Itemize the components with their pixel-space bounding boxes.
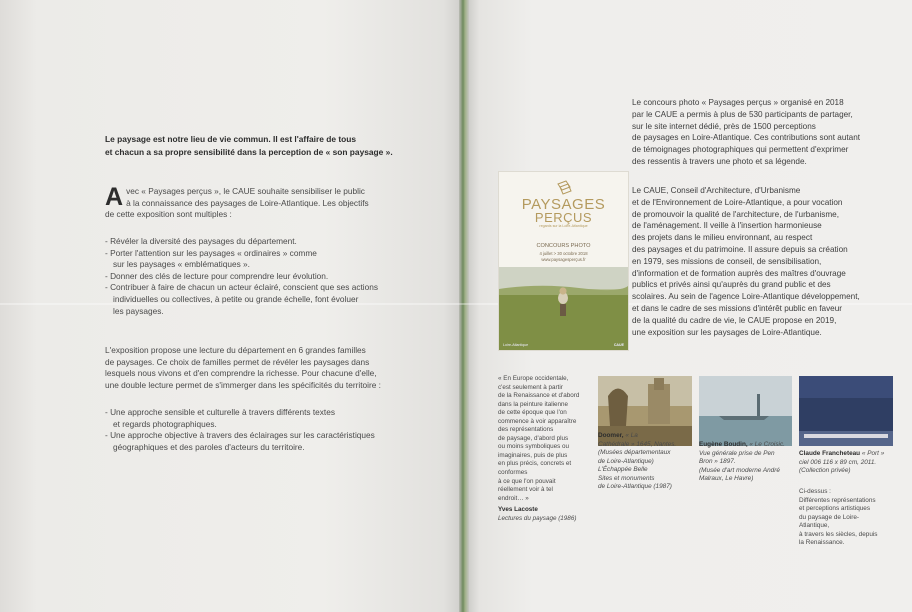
poster-url: www.paysagesperçus.fr: [541, 257, 586, 262]
list-item: - Donner des clés de lecture pour comprendre leur évolution.: [105, 270, 329, 281]
poster-photo: [499, 267, 628, 350]
quote-line: c'est seulement à partir: [498, 383, 563, 391]
caption-line: (Collection privée): [799, 467, 851, 474]
caption-line: de Loire-Atlantique (1987): [598, 483, 672, 490]
caption-line: « Port »: [861, 450, 885, 457]
caption-line: « Le Croisic.: [749, 441, 785, 448]
poster-subtitle: regards sur la Loire-Atlantique: [539, 224, 588, 228]
caption-line: Ci-dessus :: [799, 488, 831, 495]
poster-dates: 4 juillet > 30 octobre 2018: [539, 251, 588, 256]
text-line: scolaires. Au sein de l'agence Loire-Atlantique développement,: [632, 292, 860, 302]
list-item: - Porter l'attention sur les paysages « ordinaires » comme: [105, 247, 317, 258]
text-line: des projets dans le milieu environnant, au respect: [632, 233, 813, 243]
painting-port: [799, 376, 893, 446]
caption-line: Atlantique,: [799, 522, 830, 529]
caption-ci-dessus: [799, 488, 899, 548]
caption-author: Claude Francheteau: [799, 450, 861, 457]
quote-line: imaginaires, puis de plus: [498, 451, 568, 459]
caption-le-croisic: [699, 441, 794, 484]
text-line: de paysages. Ce choix de familles permet de révéler les paysages dans: [105, 356, 370, 367]
quote-line: endroit… »: [498, 494, 529, 502]
caption-author: Eugène Boudin,: [699, 441, 748, 448]
booklet-spine: [459, 0, 469, 612]
caption-line: Vue générale prise de Pen: [699, 449, 775, 457]
quote-line: réellement voir à tel: [498, 486, 553, 494]
caption-line: (Musée d'art moderne André: [699, 466, 780, 474]
text-line: en 1979, ses missions de conseil, de sensibilisation,: [632, 256, 822, 266]
text-line: de la qualité du cadre de vie, le CAUE propose en 2019,: [632, 315, 837, 325]
text-line: des paysages et du patrimoine. Il assure depuis sa création: [632, 244, 848, 254]
quote-line: en plus précis, concrets et: [498, 460, 572, 468]
text-line: de l'aménagement. Il veille à l'insertion harmonieuse: [632, 221, 822, 231]
text-line: de promouvoir la qualité de l'architecture, de l'urbanisme,: [632, 209, 840, 219]
text-line: une exposition sur les paysages de Loire-Atlantique.: [632, 327, 822, 337]
quote-line: à ce que l'on pouvait: [498, 477, 556, 485]
approaches-list: [105, 407, 435, 453]
painting-le-croisic: [699, 376, 792, 446]
list-item: géographiques et des paroles d'acteurs du territoire.: [113, 441, 305, 452]
poster-title-2: PERÇUS: [534, 210, 593, 225]
caption-line: du paysage de Loire-: [799, 513, 860, 521]
paragraph-objectives-intro: [105, 183, 435, 221]
quote-line: dans la peinture italienne: [498, 400, 569, 408]
quote-line: de cette époque que l'on: [498, 409, 567, 417]
quote-line: de la Renaissance et d'abord: [498, 392, 580, 400]
text-line: publics et privés ainsi qu'auprès du grand public et des: [632, 280, 831, 290]
poster-contest-label: CONCOURS PHOTO: [536, 243, 591, 249]
quote-author: Yves Lacoste: [498, 506, 538, 514]
list-item: - Révéler la diversité des paysages du département.: [105, 236, 297, 246]
objectives-list: [105, 236, 435, 317]
caption-port: [799, 450, 899, 476]
caption-author: Doomer,: [598, 432, 624, 439]
quote-line: « En Europe occidentale,: [498, 375, 569, 382]
text-line: à la connaissance des paysages de Loire-Atlantique. Les objectifs: [126, 197, 369, 208]
port-painting-image: [799, 376, 893, 446]
caption-cathedrale: [598, 432, 693, 492]
intro-line: Le paysage est notre lieu de vie commun. Il est l'affaire de tous: [105, 134, 356, 144]
frame-logo-icon: [554, 178, 574, 198]
text-line: et de l'Environnement de Loire-Atlantique, a pour vocation: [632, 197, 843, 207]
caption-line: Sites et monuments: [598, 474, 655, 482]
text-line: de cette exposition sont multiples :: [105, 209, 232, 220]
caption-line: « La: [625, 432, 638, 439]
caption-line: Différentes représentations: [799, 496, 876, 504]
paragraph-caue: [632, 185, 882, 338]
paragraph-contest: [632, 97, 882, 168]
list-item: - Une approche sensible et culturelle à travers différents textes: [105, 407, 335, 417]
poster-title: PAYSAGES: [521, 196, 606, 213]
intro-line: et chacun a sa propre sensibilité dans la perception de « son paysage ».: [105, 147, 393, 157]
intro-text: [105, 133, 435, 159]
lacoste-quote: [498, 375, 590, 523]
quote-line: ou moins symboliques ou: [498, 443, 570, 451]
contest-poster: [498, 171, 629, 351]
quote-line: conformes: [498, 469, 528, 477]
list-item: et regards photographiques.: [113, 418, 217, 429]
caption-line: ciel 006 116 x 89 cm, 2011.: [799, 458, 877, 466]
person-in-field-illustration: [499, 267, 628, 350]
caption-line: Cathédrale » 1645, Nantes.: [598, 440, 677, 448]
text-line: de témoignages photographiques qui permettent d'exprimer: [632, 145, 849, 155]
text-line: de paysages en Loire-Atlantique. Ces contributions sont autant: [632, 133, 861, 143]
text-line: par le CAUE a permis à plus de 530 participants de partager,: [632, 109, 853, 119]
text-line: sur le site internet dédié, près de 1500 perceptions: [632, 121, 816, 131]
text-line: des ressentis à travers une photo et sa légende.: [632, 156, 807, 166]
poster-footer-left: Loire-Atlantique: [503, 343, 529, 347]
caption-line: (Musées départementaux: [598, 449, 671, 456]
caption-line: de Loire-Atlantique): [598, 457, 654, 465]
quote-line: de paysage, d'abord plus: [498, 434, 569, 442]
quote-line: commence à voir apparaître: [498, 417, 577, 425]
text-line: et dans le cadre de ses missions d'intérêt public en faveur: [632, 303, 843, 313]
quote-source: Lectures du paysage (1986): [498, 514, 577, 522]
caption-line: la Renaissance.: [799, 539, 845, 546]
list-item: les paysages.: [113, 305, 164, 316]
list-item: individuelles ou collectives, à petite ou grande échelle, font évoluer: [113, 293, 359, 304]
text-line: Le CAUE, Conseil d'Architecture, d'Urbanisme: [632, 186, 801, 195]
caption-line: Malraux, Le Havre): [699, 475, 754, 482]
text-line: Le concours photo « Paysages perçus » organisé en 2018: [632, 98, 844, 107]
list-item: - Contribuer à faire de chacun un acteur éclairé, conscient que ses actions: [105, 282, 379, 293]
caption-line: L'Échappée Belle: [598, 466, 648, 473]
paragraph-exposition: [105, 345, 435, 391]
text-line: vec « Paysages perçus », le CAUE souhaite sensibiliser le public: [126, 186, 365, 196]
caption-line: et perceptions artistiques: [799, 505, 871, 512]
dropcap-letter: A: [105, 183, 124, 211]
text-line: d'information et de formation auprès des maîtres d'ouvrage: [632, 268, 846, 278]
text-line: L'exposition propose une lecture du département en 6 grandes familles: [105, 345, 366, 355]
poster-footer-right: CAUE: [613, 343, 624, 347]
quote-line: des représentations: [498, 426, 554, 434]
seascape-painting-image: [699, 376, 792, 446]
caption-line: à travers les siècles, depuis: [799, 530, 878, 538]
caption-line: Bron » 1897.: [699, 458, 736, 465]
text-line: une double lecture permet de s'immerger dans les spécificités du territoire :: [105, 379, 381, 390]
text-line: lesquels nous vivons et d'en comprendre la richesse. Pour chacune d'elle,: [105, 368, 377, 379]
list-item: sur les paysages « emblématiques ».: [113, 259, 250, 270]
list-item: - Une approche objective à travers des éclairages sur les caractéristiques: [105, 430, 375, 441]
